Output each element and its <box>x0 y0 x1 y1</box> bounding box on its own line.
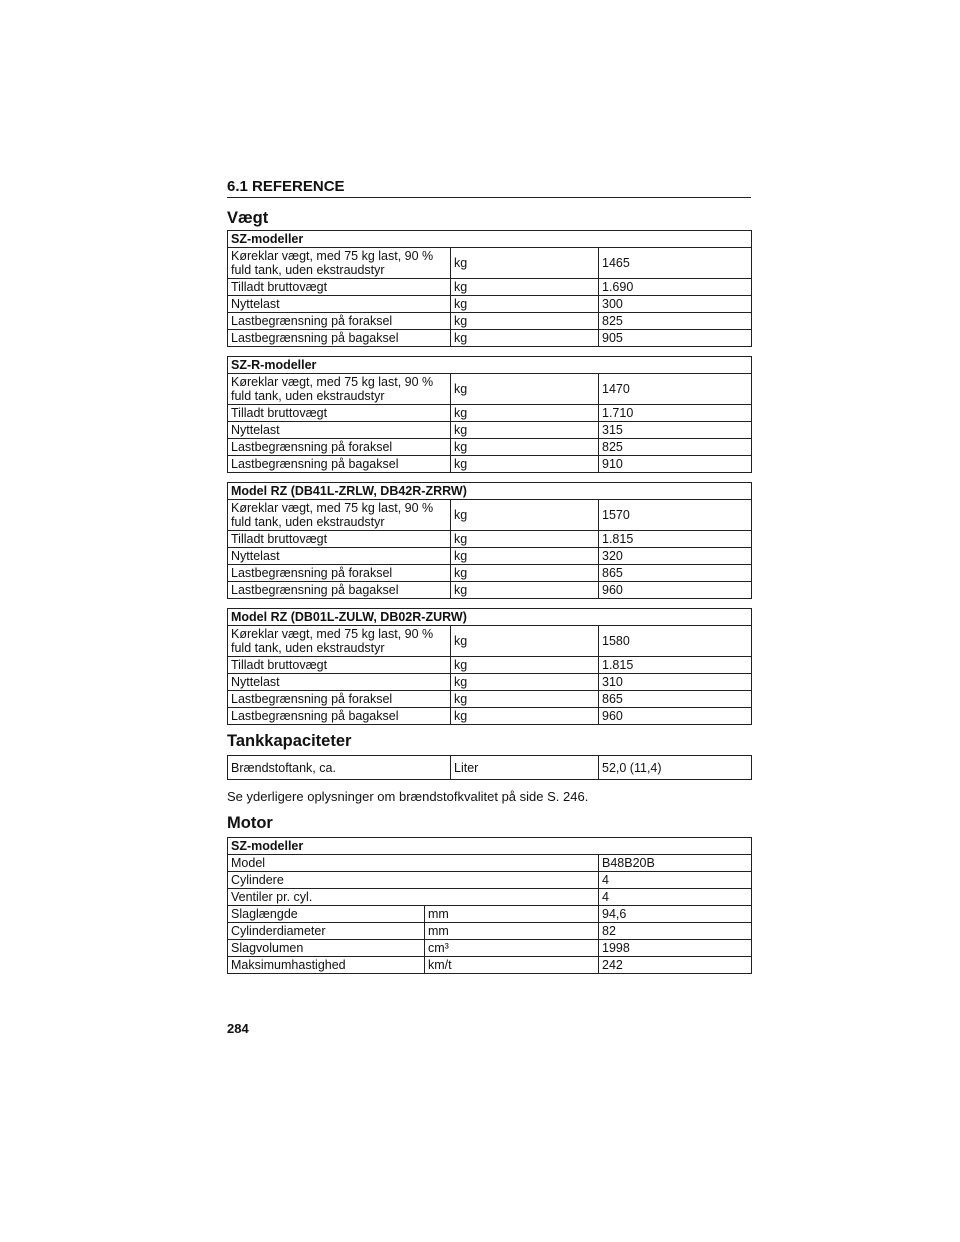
cell-unit: kg <box>451 439 599 456</box>
cell-label: Lastbegrænsning på foraksel <box>228 565 451 582</box>
table-row <box>228 248 752 279</box>
cell-label: Lastbegrænsning på bagaksel <box>228 456 451 473</box>
cell-label: Lastbegrænsning på foraksel <box>228 439 451 456</box>
cell-value: 315 <box>599 422 752 439</box>
cell-unit: kg <box>451 330 599 347</box>
cell-unit: mm <box>425 906 599 923</box>
table-row <box>228 940 752 957</box>
table-row <box>228 889 752 906</box>
cell-value: 1.815 <box>599 531 752 548</box>
weight-table <box>227 608 752 725</box>
cell-unit: kg <box>451 674 599 691</box>
fuel-note: Se yderligere oplysninger om brændstofkvalitet på side S. 246. <box>227 789 589 804</box>
cell-unit: kg <box>451 279 599 296</box>
weight-table <box>227 482 752 599</box>
cell-value: 1465 <box>599 248 752 279</box>
cell-value: B48B20B <box>599 855 752 872</box>
cell-value: 960 <box>599 582 752 599</box>
cell-unit: mm <box>425 923 599 940</box>
cell-unit: kg <box>451 248 599 279</box>
page-number: 284 <box>227 1021 249 1036</box>
cell-label: Køreklar vægt, med 75 kg last, 90 % fuld tank, uden ekstraudstyr <box>228 248 451 279</box>
table-row <box>228 313 752 330</box>
table-row <box>228 872 752 889</box>
table-row <box>228 439 752 456</box>
cell-value: 94,6 <box>599 906 752 923</box>
cell-value: 1470 <box>599 374 752 405</box>
cell-label: Tilladt bruttovægt <box>228 405 451 422</box>
cell-unit: kg <box>451 626 599 657</box>
cell-value: 865 <box>599 565 752 582</box>
cell-unit: kg <box>451 374 599 405</box>
weight-table-title: SZ-R-modeller <box>228 357 752 374</box>
cell-value: 825 <box>599 313 752 330</box>
cell-label: Slaglængde <box>228 906 425 923</box>
tank-table <box>227 755 752 780</box>
table-title-row <box>228 838 752 855</box>
cell-label: Cylinderdiameter <box>228 923 425 940</box>
table-row <box>228 374 752 405</box>
cell-label: Nyttelast <box>228 422 451 439</box>
cell-unit: kg <box>451 500 599 531</box>
table-row <box>228 855 752 872</box>
cell-label: Lastbegrænsning på bagaksel <box>228 330 451 347</box>
table-row <box>228 756 752 780</box>
cell-value: 960 <box>599 708 752 725</box>
table-row <box>228 626 752 657</box>
cell-label: Køreklar vægt, med 75 kg last, 90 % fuld tank, uden ekstraudstyr <box>228 500 451 531</box>
table-row <box>228 565 752 582</box>
page-content <box>227 178 751 974</box>
cell-label: Ventiler pr. cyl. <box>228 889 599 906</box>
cell-value: 4 <box>599 872 752 889</box>
cell-label: Nyttelast <box>228 296 451 313</box>
table-row <box>228 422 752 439</box>
cell-unit: cm³ <box>425 940 599 957</box>
tank-unit: Liter <box>451 756 599 780</box>
weight-tables <box>227 230 751 725</box>
table-row <box>228 330 752 347</box>
table-title-row <box>228 357 752 374</box>
cell-label: Lastbegrænsning på bagaksel <box>228 582 451 599</box>
weight-table <box>227 356 752 473</box>
cell-label: Slagvolumen <box>228 940 425 957</box>
cell-value: 1.710 <box>599 405 752 422</box>
cell-unit: kg <box>451 405 599 422</box>
cell-value: 1.815 <box>599 657 752 674</box>
table-row <box>228 456 752 473</box>
table-row <box>228 531 752 548</box>
cell-label: Tilladt bruttovægt <box>228 657 451 674</box>
tank-value: 52,0 (11,4) <box>599 756 752 780</box>
cell-value: 1570 <box>599 500 752 531</box>
cell-value: 4 <box>599 889 752 906</box>
tank-heading: Tankkapaciteter <box>227 732 352 750</box>
weight-table <box>227 230 752 347</box>
cell-value: 300 <box>599 296 752 313</box>
cell-unit: km/t <box>425 957 599 974</box>
table-title-row <box>228 609 752 626</box>
cell-value: 310 <box>599 674 752 691</box>
cell-unit: kg <box>451 422 599 439</box>
cell-label: Tilladt bruttovægt <box>228 531 451 548</box>
tank-label: Brændstoftank, ca. <box>228 756 451 780</box>
cell-value: 242 <box>599 957 752 974</box>
table-row <box>228 691 752 708</box>
table-row <box>228 405 752 422</box>
motor-table-title: SZ-modeller <box>228 838 752 855</box>
cell-label: Cylindere <box>228 872 599 889</box>
table-row <box>228 708 752 725</box>
cell-unit: kg <box>451 313 599 330</box>
table-title-row <box>228 231 752 248</box>
table-row <box>228 279 752 296</box>
table-row <box>228 674 752 691</box>
cell-unit: kg <box>451 548 599 565</box>
weight-table-title: Model RZ (DB01L-ZULW, DB02R-ZURW) <box>228 609 752 626</box>
cell-value: 865 <box>599 691 752 708</box>
cell-value: 1.690 <box>599 279 752 296</box>
cell-unit: kg <box>451 565 599 582</box>
table-row <box>228 582 752 599</box>
section-header: 6.1 REFERENCE <box>227 178 751 198</box>
cell-value: 1580 <box>599 626 752 657</box>
table-row <box>228 657 752 674</box>
cell-unit: kg <box>451 582 599 599</box>
cell-value: 82 <box>599 923 752 940</box>
table-row <box>228 296 752 313</box>
table-row <box>228 923 752 940</box>
motor-heading: Motor <box>227 814 273 832</box>
cell-unit: kg <box>451 708 599 725</box>
table-row <box>228 500 752 531</box>
cell-unit: kg <box>451 456 599 473</box>
cell-value: 825 <box>599 439 752 456</box>
table-row <box>228 957 752 974</box>
cell-label: Tilladt bruttovægt <box>228 279 451 296</box>
cell-label: Maksimumhastighed <box>228 957 425 974</box>
weight-table-title: SZ-modeller <box>228 231 752 248</box>
cell-value: 1998 <box>599 940 752 957</box>
weight-table-title: Model RZ (DB41L-ZRLW, DB42R-ZRRW) <box>228 483 752 500</box>
cell-unit: kg <box>451 531 599 548</box>
motor-table <box>227 837 752 974</box>
weight-heading: Vægt <box>227 209 269 227</box>
table-row <box>228 548 752 565</box>
cell-label: Lastbegrænsning på foraksel <box>228 313 451 330</box>
cell-label: Køreklar vægt, med 75 kg last, 90 % fuld tank, uden ekstraudstyr <box>228 374 451 405</box>
cell-label: Køreklar vægt, med 75 kg last, 90 % fuld tank, uden ekstraudstyr <box>228 626 451 657</box>
cell-unit: kg <box>451 296 599 313</box>
cell-value: 910 <box>599 456 752 473</box>
cell-label: Lastbegrænsning på bagaksel <box>228 708 451 725</box>
cell-unit: kg <box>451 657 599 674</box>
cell-unit: kg <box>451 691 599 708</box>
table-title-row <box>228 483 752 500</box>
cell-label: Nyttelast <box>228 548 451 565</box>
table-row <box>228 906 752 923</box>
cell-label: Nyttelast <box>228 674 451 691</box>
cell-value: 320 <box>599 548 752 565</box>
cell-label: Lastbegrænsning på foraksel <box>228 691 451 708</box>
cell-value: 905 <box>599 330 752 347</box>
cell-label: Model <box>228 855 599 872</box>
